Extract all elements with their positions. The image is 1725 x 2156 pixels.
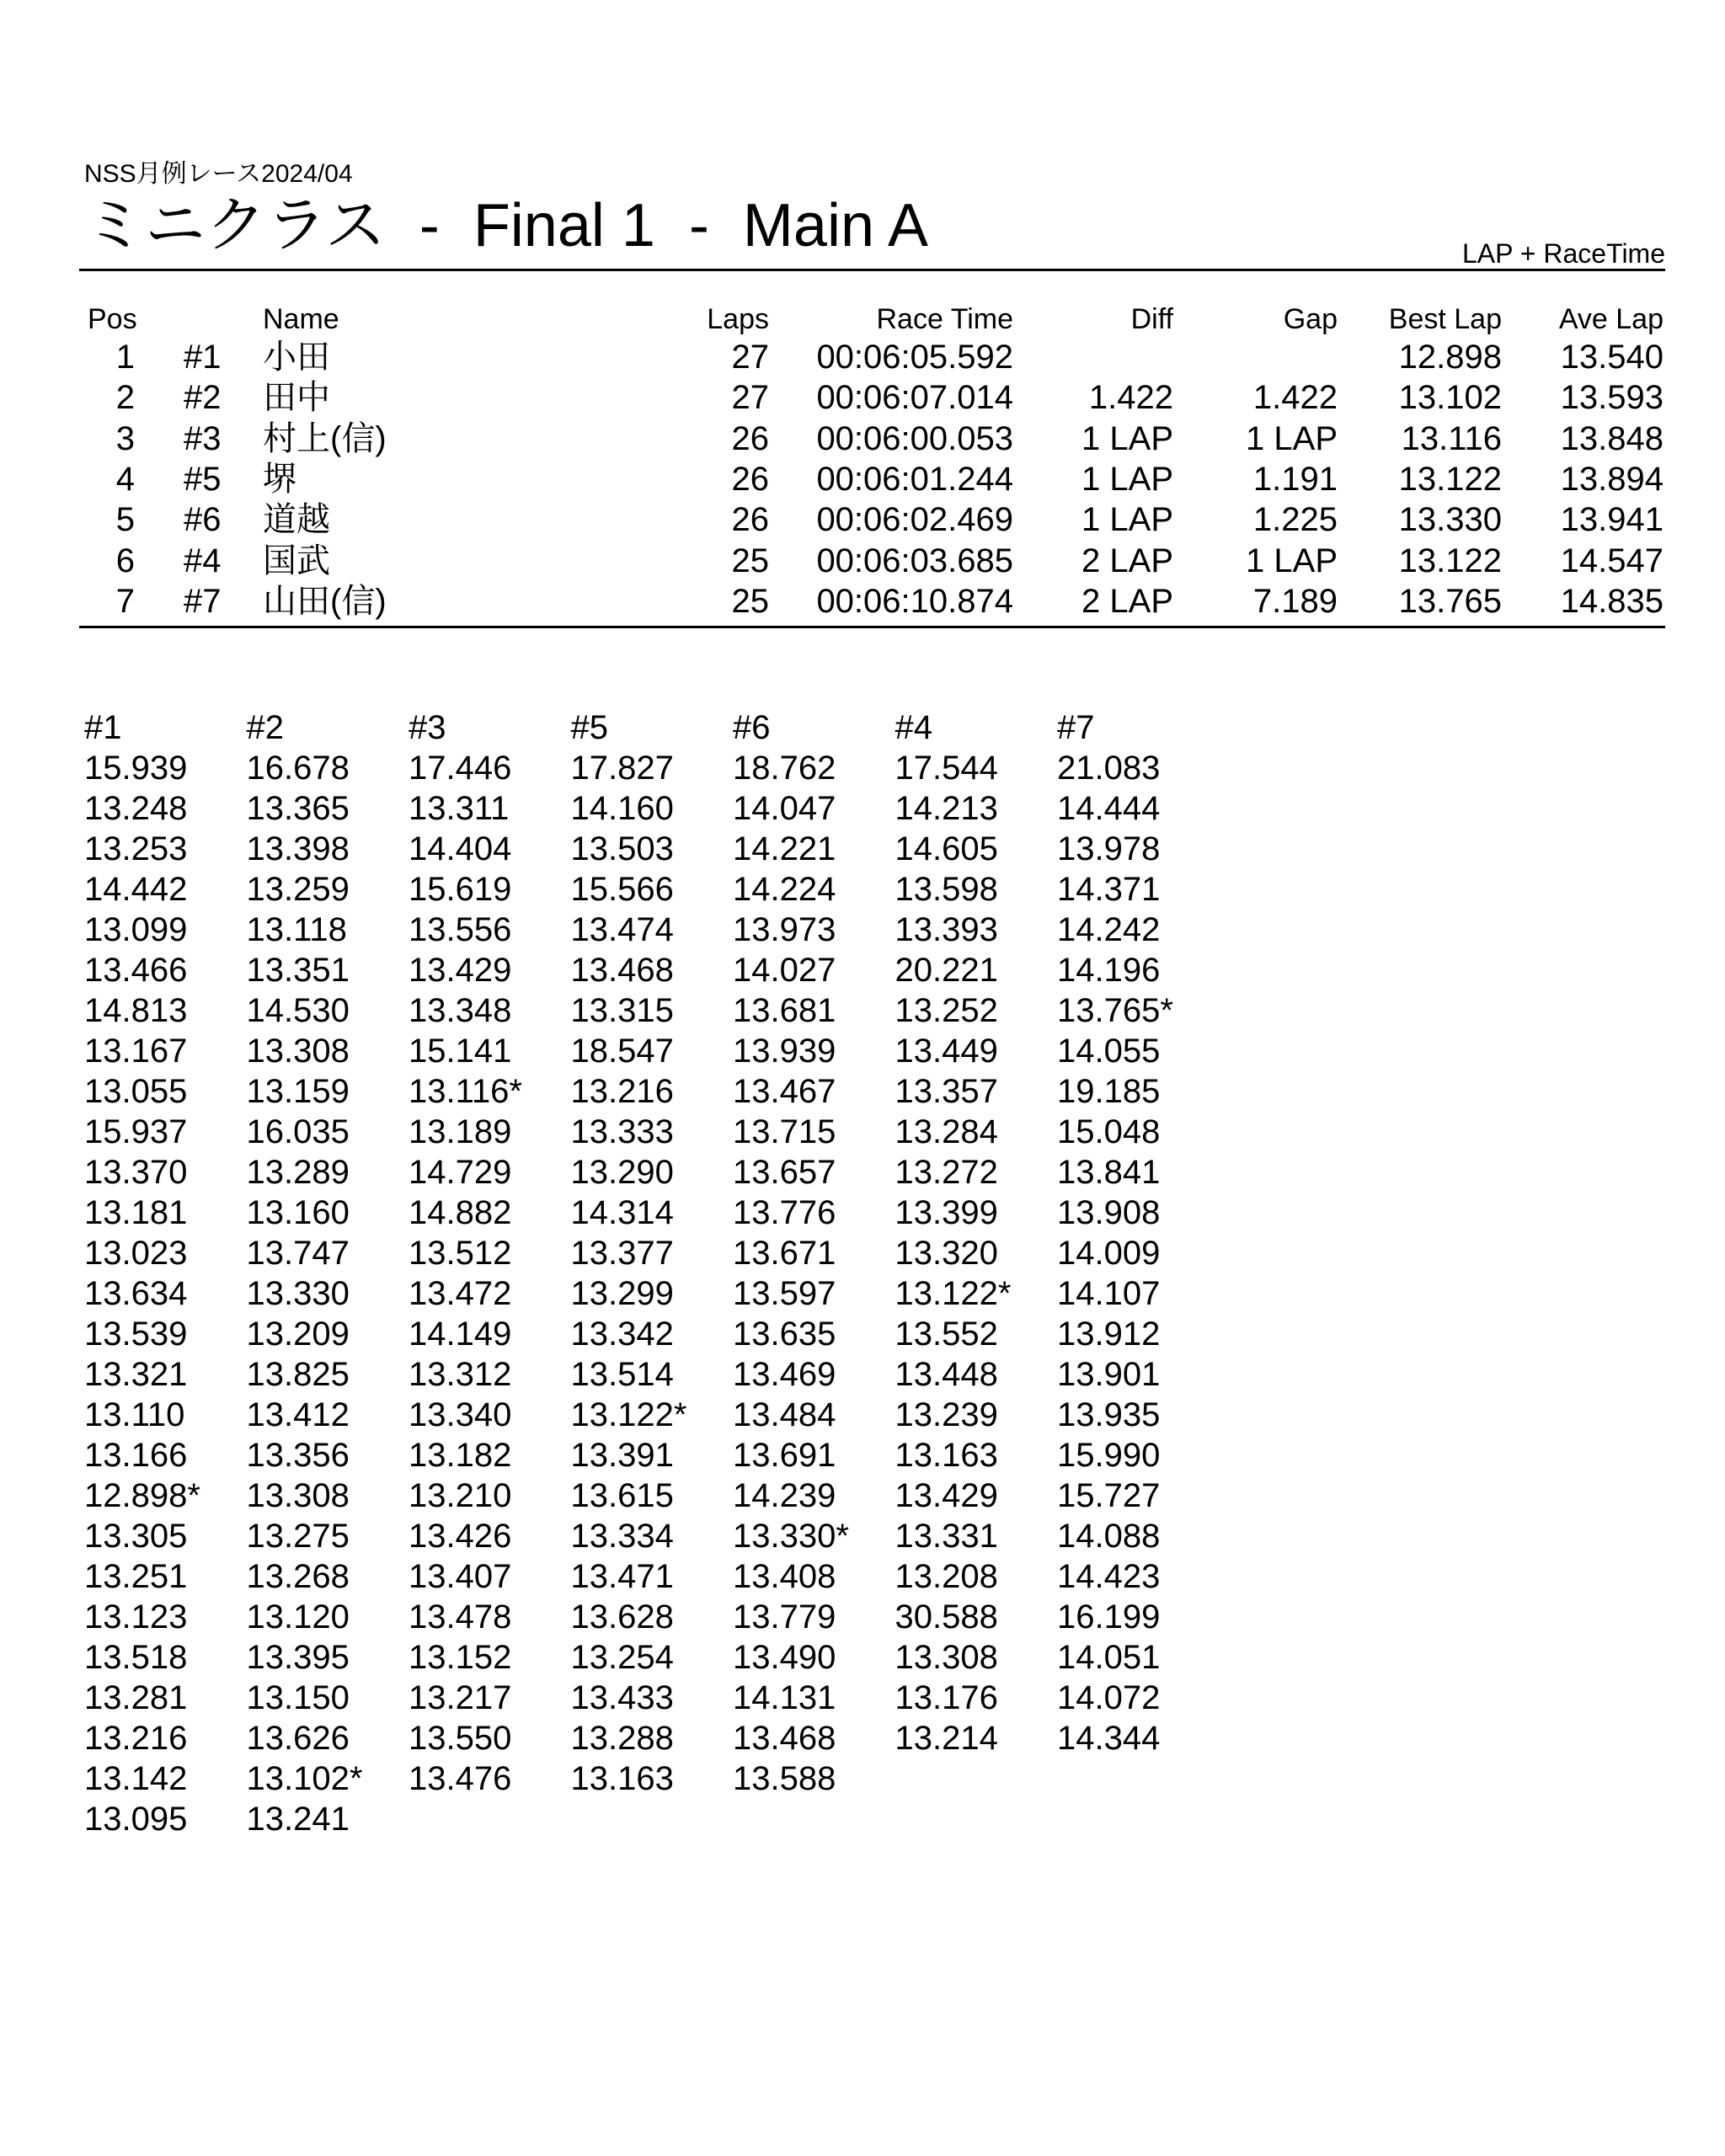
lap-time: 13.281 [84, 1679, 188, 1716]
lap-time: 13.351 [246, 952, 350, 989]
lap-column-header: #1 [84, 709, 122, 746]
lap-time: 13.657 [733, 1154, 836, 1191]
result-pos: 1 [115, 339, 135, 376]
lap-time: 13.102* [246, 1760, 363, 1797]
lap-time: 14.444 [1057, 790, 1161, 827]
lap-column [571, 707, 731, 1799]
lap-time: 13.433 [570, 1679, 674, 1716]
lap-column [733, 707, 893, 1799]
lap-time: 14.009 [1057, 1235, 1161, 1272]
lap-time: 14.149 [409, 1315, 512, 1353]
lap-time: 13.055 [84, 1073, 188, 1110]
lap-time: 13.552 [895, 1315, 998, 1353]
results-header-gap: Gap [1283, 303, 1338, 335]
lap-time: 13.484 [733, 1396, 836, 1433]
result-car-number: #4 [184, 542, 222, 579]
lap-time: 13.308 [895, 1639, 998, 1676]
result-best-lap: 13.102 [1398, 379, 1502, 417]
lap-time: 13.469 [733, 1356, 836, 1393]
result-car-number: #7 [184, 582, 222, 620]
lap-time: 13.429 [895, 1477, 998, 1514]
result-pos: 7 [115, 582, 135, 620]
lap-time: 13.514 [570, 1356, 674, 1393]
lap-time: 13.110 [84, 1396, 185, 1433]
lap-time: 13.321 [84, 1356, 188, 1393]
lap-time: 13.776 [733, 1194, 836, 1231]
lap-time: 14.239 [733, 1477, 836, 1514]
lap-time: 13.634 [84, 1275, 188, 1312]
lap-time: 13.122* [570, 1396, 687, 1433]
result-laps: 27 [731, 339, 769, 376]
lap-column-header: #2 [246, 709, 284, 746]
lap-time: 13.598 [895, 871, 998, 908]
result-driver-name: 山田(信) [263, 582, 387, 620]
result-car-number: #2 [184, 379, 222, 417]
lap-time: 14.242 [1057, 911, 1161, 948]
result-gap: 1.191 [1252, 460, 1338, 498]
lap-column [895, 707, 1055, 1758]
lap-time: 15.727 [1057, 1477, 1161, 1514]
lap-time: 13.398 [246, 830, 350, 867]
lap-time: 13.377 [570, 1235, 674, 1272]
result-diff: 1 LAP [1081, 460, 1173, 498]
lap-time: 14.605 [895, 830, 998, 867]
result-race-time: 00:06:01.244 [816, 460, 1013, 498]
lap-time: 13.635 [733, 1315, 836, 1353]
result-diff: 2 LAP [1081, 582, 1173, 620]
result-laps: 26 [731, 419, 769, 457]
report-type-label: LAP + RaceTime [1462, 238, 1665, 269]
result-car-number: #1 [184, 339, 222, 376]
lap-column [247, 707, 407, 1839]
lap-time: 13.474 [570, 911, 674, 948]
lap-time: 14.442 [84, 871, 188, 908]
lap-time: 13.426 [409, 1518, 512, 1555]
lap-time: 13.468 [733, 1720, 836, 1757]
lap-time: 13.308 [246, 1033, 350, 1070]
lap-column-header: #5 [570, 709, 608, 746]
lap-time: 15.619 [409, 871, 512, 908]
lap-time: 13.152 [409, 1639, 512, 1676]
lap-time: 15.937 [84, 1113, 188, 1150]
lap-time: 13.588 [733, 1760, 836, 1797]
results-header-best-lap: Best Lap [1388, 303, 1502, 335]
result-laps: 25 [731, 542, 769, 579]
lap-time: 13.299 [570, 1275, 674, 1312]
lap-time: 13.290 [570, 1154, 674, 1191]
lap-time: 13.901 [1057, 1356, 1161, 1393]
lap-time: 13.160 [246, 1194, 350, 1231]
lap-time: 13.747 [246, 1235, 350, 1272]
lap-column-header: #3 [409, 709, 446, 746]
result-ave-lap: 13.894 [1560, 460, 1664, 498]
lap-time: 13.550 [409, 1720, 512, 1757]
lap-time: 13.449 [895, 1033, 998, 1070]
result-ave-lap: 13.593 [1560, 379, 1664, 417]
lap-time: 13.681 [733, 992, 836, 1029]
lap-time: 14.404 [409, 830, 512, 867]
lap-time: 30.588 [895, 1598, 998, 1636]
lap-time: 13.159 [246, 1073, 350, 1110]
lap-time: 13.333 [570, 1113, 674, 1150]
lap-time: 13.253 [84, 830, 188, 867]
lap-time: 13.122* [895, 1275, 1012, 1312]
lap-time: 13.118 [246, 911, 347, 948]
lap-time: 16.199 [1057, 1598, 1161, 1636]
lap-time: 13.312 [409, 1356, 512, 1393]
lap-time: 14.088 [1057, 1518, 1161, 1555]
lap-time: 13.272 [895, 1154, 998, 1191]
result-best-lap: 13.122 [1398, 460, 1502, 498]
result-pos: 4 [115, 460, 135, 498]
result-race-time: 00:06:02.469 [816, 501, 1013, 539]
lap-time: 13.288 [570, 1720, 674, 1757]
lap-time: 13.472 [409, 1275, 512, 1312]
lap-time: 13.241 [246, 1801, 350, 1838]
lap-time: 13.765* [1057, 992, 1173, 1029]
lap-time: 14.160 [570, 790, 674, 827]
lap-time: 13.468 [570, 952, 674, 989]
lap-time: 14.107 [1057, 1275, 1161, 1312]
lap-time: 13.978 [1057, 830, 1161, 867]
lap-time: 13.216 [570, 1073, 674, 1110]
lap-time: 13.518 [84, 1639, 188, 1676]
page-title: ミニクラス - Final 1 - Main A [84, 192, 929, 259]
result-pos: 2 [115, 379, 135, 417]
result-race-time: 00:06:07.014 [816, 379, 1013, 417]
lap-column-header: #4 [895, 709, 932, 746]
lap-time: 13.490 [733, 1639, 836, 1676]
lap-time: 13.615 [570, 1477, 674, 1514]
lap-column [84, 707, 244, 1839]
lap-time: 13.330* [733, 1518, 849, 1555]
result-driver-name: 田中 [263, 379, 330, 417]
result-diff: 2 LAP [1081, 542, 1173, 579]
lap-time: 13.399 [895, 1194, 998, 1231]
lap-time: 13.116* [409, 1073, 522, 1110]
result-gap: 1.422 [1252, 379, 1338, 417]
lap-time: 13.334 [570, 1518, 674, 1555]
result-driver-name: 道越 [263, 501, 330, 539]
result-best-lap: 13.116 [1401, 419, 1502, 457]
lap-time: 13.099 [84, 911, 188, 948]
lap-time: 13.176 [895, 1679, 998, 1716]
lap-time: 13.412 [246, 1396, 350, 1433]
result-best-lap: 13.122 [1398, 542, 1502, 579]
lap-time: 13.512 [409, 1235, 512, 1272]
result-race-time: 00:06:10.874 [816, 582, 1013, 620]
lap-time: 13.556 [409, 911, 512, 948]
result-laps: 26 [731, 501, 769, 539]
lap-time: 16.035 [246, 1113, 350, 1150]
lap-time: 13.251 [84, 1558, 188, 1595]
lap-time: 13.142 [84, 1760, 188, 1797]
lap-time: 13.370 [84, 1154, 188, 1191]
lap-time: 13.973 [733, 911, 836, 948]
lap-time: 17.827 [570, 750, 674, 787]
lap-time: 15.048 [1057, 1113, 1161, 1150]
result-car-number: #5 [184, 460, 222, 498]
lap-time: 13.320 [895, 1235, 998, 1272]
result-ave-lap: 13.848 [1560, 419, 1664, 457]
result-ave-lap: 14.547 [1560, 542, 1664, 579]
lap-time: 15.990 [1057, 1437, 1161, 1474]
lap-time: 13.315 [570, 992, 674, 1029]
result-car-number: #6 [184, 501, 222, 539]
lap-time: 13.503 [570, 830, 674, 867]
lap-time: 13.254 [570, 1639, 674, 1676]
lap-time: 13.182 [409, 1437, 512, 1474]
lap-time: 13.539 [84, 1315, 188, 1353]
lap-time: 14.131 [733, 1679, 836, 1716]
result-gap: 1 LAP [1246, 419, 1338, 457]
lap-time: 13.391 [570, 1437, 674, 1474]
results-header-pos: Pos [88, 303, 137, 335]
results-header-diff: Diff [1130, 303, 1173, 335]
lap-time: 13.305 [84, 1518, 188, 1555]
results-header-ave-lap: Ave Lap [1558, 303, 1664, 335]
result-best-lap: 13.765 [1398, 582, 1502, 620]
lap-time: 13.408 [733, 1558, 836, 1595]
lap-time: 13.167 [84, 1033, 188, 1070]
lap-time: 13.284 [895, 1113, 998, 1150]
lap-time: 14.224 [733, 871, 836, 908]
lap-time: 13.628 [570, 1598, 674, 1636]
lap-time: 14.882 [409, 1194, 512, 1231]
lap-time: 13.340 [409, 1396, 512, 1433]
event-title: NSS月例レース2024/04 [84, 160, 353, 188]
lap-time: 13.365 [246, 790, 350, 827]
result-diff: 1.422 [1088, 379, 1173, 417]
result-pos: 6 [115, 542, 135, 579]
lap-time: 13.841 [1057, 1154, 1161, 1191]
results-header-race-time: Race Time [876, 303, 1013, 335]
lap-time: 12.898* [84, 1477, 200, 1514]
result-gap: 1.225 [1252, 501, 1338, 539]
lap-time: 17.544 [895, 750, 998, 787]
lap-time: 14.344 [1057, 1720, 1161, 1757]
lap-time: 13.429 [409, 952, 512, 989]
lap-time: 14.813 [84, 992, 188, 1029]
lap-time: 13.189 [409, 1113, 512, 1150]
lap-time: 13.023 [84, 1235, 188, 1272]
result-diff: 1 LAP [1081, 501, 1173, 539]
result-driver-name: 村上(信) [263, 419, 387, 457]
lap-time: 13.330 [246, 1275, 350, 1312]
lap-time: 13.467 [733, 1073, 836, 1110]
lap-time: 13.407 [409, 1558, 512, 1595]
result-laps: 26 [731, 460, 769, 498]
result-best-lap: 12.898 [1398, 339, 1502, 376]
lap-time: 15.141 [409, 1033, 512, 1070]
lap-time: 13.715 [733, 1113, 836, 1150]
lap-column [409, 707, 569, 1799]
lap-time: 13.311 [409, 790, 510, 827]
lap-time: 13.289 [246, 1154, 350, 1191]
lap-time: 14.051 [1057, 1639, 1161, 1676]
result-laps: 27 [731, 379, 769, 417]
lap-time: 13.348 [409, 992, 512, 1029]
lap-time: 18.762 [733, 750, 836, 787]
result-race-time: 00:06:03.685 [816, 542, 1013, 579]
result-car-number: #3 [184, 419, 222, 457]
lap-time: 13.208 [895, 1558, 998, 1595]
result-ave-lap: 13.540 [1560, 339, 1664, 376]
lap-time: 14.213 [895, 790, 998, 827]
result-driver-name: 堺 [263, 460, 296, 498]
result-diff: 1 LAP [1081, 419, 1173, 457]
lap-column-header: #7 [1057, 709, 1095, 746]
result-ave-lap: 13.941 [1560, 501, 1664, 539]
lap-time: 13.393 [895, 911, 998, 948]
lap-time: 13.691 [733, 1437, 836, 1474]
lap-time: 13.935 [1057, 1396, 1161, 1433]
lap-time: 13.252 [895, 992, 998, 1029]
result-gap: 7.189 [1252, 582, 1338, 620]
lap-time: 13.478 [409, 1598, 512, 1636]
lap-time: 13.275 [246, 1518, 350, 1555]
lap-time: 13.248 [84, 790, 188, 827]
lap-time: 13.239 [895, 1396, 998, 1433]
lap-time: 15.566 [570, 871, 674, 908]
lap-time: 13.939 [733, 1033, 836, 1070]
lap-time: 13.209 [246, 1315, 350, 1353]
lap-time: 14.314 [570, 1194, 674, 1231]
lap-time: 20.221 [895, 952, 998, 989]
lap-time: 13.908 [1057, 1194, 1161, 1231]
lap-column [1057, 707, 1217, 1758]
result-ave-lap: 14.835 [1560, 582, 1664, 620]
lap-time: 13.395 [246, 1639, 350, 1676]
result-gap: 1 LAP [1246, 542, 1338, 579]
lap-time: 13.166 [84, 1437, 188, 1474]
lap-time: 13.779 [733, 1598, 836, 1636]
lap-time: 19.185 [1057, 1073, 1161, 1110]
lap-time: 13.471 [570, 1558, 674, 1595]
results-header-laps: Laps [707, 303, 769, 335]
lap-time: 13.163 [570, 1760, 674, 1797]
lap-time: 14.423 [1057, 1558, 1161, 1595]
lap-time: 13.214 [895, 1720, 998, 1757]
lap-time: 14.196 [1057, 952, 1161, 989]
lap-time: 15.939 [84, 750, 188, 787]
lap-time: 13.825 [246, 1356, 350, 1393]
lap-time: 13.217 [409, 1679, 512, 1716]
lap-time: 14.530 [246, 992, 350, 1029]
lap-time: 13.150 [246, 1679, 350, 1716]
lap-time: 13.308 [246, 1477, 350, 1514]
lap-time: 13.466 [84, 952, 188, 989]
lap-time: 13.120 [246, 1598, 350, 1636]
lap-time: 13.123 [84, 1598, 188, 1636]
result-laps: 25 [731, 582, 769, 620]
lap-time: 13.476 [409, 1760, 512, 1797]
result-best-lap: 13.330 [1398, 501, 1502, 539]
result-pos: 3 [115, 419, 135, 457]
lap-time: 13.912 [1057, 1315, 1161, 1353]
result-race-time: 00:06:00.053 [816, 419, 1013, 457]
lap-time: 14.729 [409, 1154, 512, 1191]
lap-time: 13.268 [246, 1558, 350, 1595]
lap-time: 13.597 [733, 1275, 836, 1312]
lap-time: 14.027 [733, 952, 836, 989]
lap-time: 13.331 [895, 1518, 998, 1555]
lap-time: 13.216 [84, 1720, 188, 1757]
lap-time: 14.055 [1057, 1033, 1161, 1070]
lap-time: 13.357 [895, 1073, 998, 1110]
lap-time: 18.547 [570, 1033, 674, 1070]
result-driver-name: 国武 [263, 542, 330, 579]
lap-time: 13.095 [84, 1801, 188, 1838]
lap-time: 13.163 [895, 1437, 998, 1474]
result-pos: 5 [115, 501, 135, 539]
lap-column-header: #6 [733, 709, 771, 746]
lap-time: 21.083 [1057, 750, 1161, 787]
lap-time: 14.221 [733, 830, 836, 867]
lap-time: 13.671 [733, 1235, 836, 1272]
lap-time: 13.448 [895, 1356, 998, 1393]
lap-time: 13.356 [246, 1437, 350, 1474]
results-header-name: Name [263, 303, 339, 335]
lap-time: 13.210 [409, 1477, 512, 1514]
lap-time: 14.072 [1057, 1679, 1161, 1716]
lap-time: 13.342 [570, 1315, 674, 1353]
lap-time: 13.626 [246, 1720, 350, 1757]
lap-time: 17.446 [409, 750, 512, 787]
lap-time: 13.259 [246, 871, 350, 908]
result-race-time: 00:06:05.592 [816, 339, 1013, 376]
lap-time: 16.678 [246, 750, 350, 787]
lap-time: 14.371 [1057, 871, 1161, 908]
lap-time: 14.047 [733, 790, 836, 827]
lap-time: 13.181 [84, 1194, 188, 1231]
result-driver-name: 小田 [263, 339, 330, 376]
